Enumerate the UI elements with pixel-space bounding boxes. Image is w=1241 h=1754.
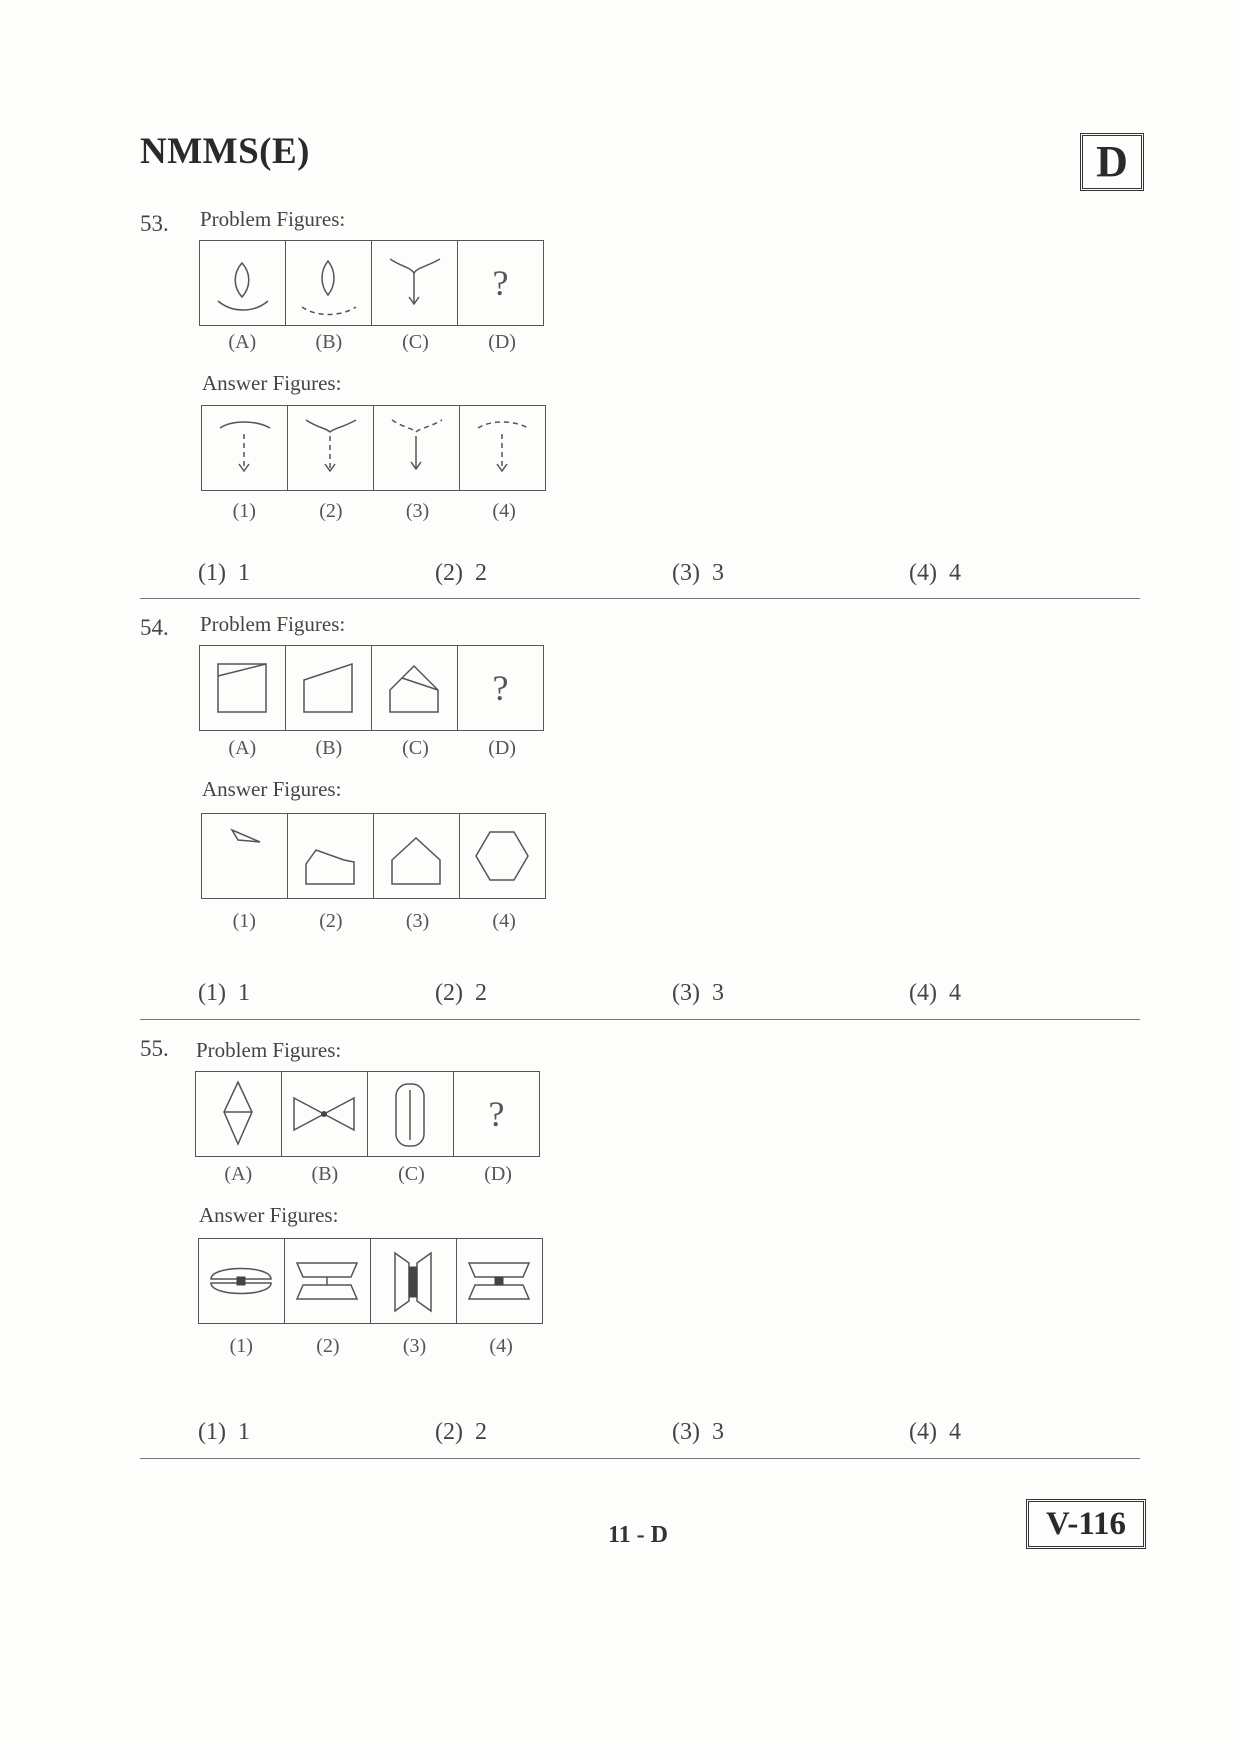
page-number: 11 - D [608, 1522, 668, 1548]
caption-1: (1) [232, 910, 256, 932]
question-number: 54. [140, 615, 169, 640]
question-number: 55. [140, 1036, 169, 1061]
caption-a: (A) [228, 737, 257, 759]
answer-figure-3[interactable] [374, 814, 460, 898]
problem-figure-b [286, 646, 372, 730]
answer-figures-strip[interactable] [198, 1238, 543, 1324]
option-1[interactable]: (1) 1 [198, 980, 250, 1006]
page-title: NMMS(E) [140, 131, 310, 172]
caption-d: (D) [484, 1163, 512, 1185]
caption-1: (1) [232, 500, 256, 522]
problem-figure-c [372, 241, 458, 325]
answer-figures-label: Answer Figures: [202, 777, 342, 801]
caption-c: (C) [402, 331, 429, 353]
answer-figure-4[interactable] [457, 1239, 542, 1323]
answer-captions [201, 910, 547, 933]
problem-captions [199, 331, 545, 354]
problem-figure-a [196, 1072, 282, 1156]
option-3[interactable]: (3) 3 [672, 1419, 724, 1445]
caption-a: (A) [224, 1163, 253, 1185]
problem-figures-strip [195, 1071, 540, 1157]
caption-d: (D) [488, 331, 516, 353]
caption-2: (2) [316, 1335, 340, 1357]
answer-figure-1[interactable] [199, 1239, 285, 1323]
divider [140, 1019, 1140, 1020]
problem-figure-d [458, 646, 543, 730]
answer-figures-strip [201, 405, 546, 491]
caption-2: (2) [319, 910, 343, 932]
answer-options [198, 560, 1146, 587]
caption-3: (3) [405, 500, 430, 522]
option-1[interactable]: (1) 1 [198, 1419, 250, 1445]
option-2[interactable]: (2) 2 [435, 980, 487, 1006]
option-2[interactable]: (2) 2 [435, 1419, 487, 1445]
answer-figure-2[interactable] [285, 1239, 371, 1323]
problem-figure-a [200, 646, 286, 730]
problem-figure-c [368, 1072, 454, 1156]
problem-figures-strip [199, 645, 544, 731]
option-3[interactable]: (3) 3 [672, 560, 724, 586]
problem-figure-d [454, 1072, 539, 1156]
problem-figures-strip [199, 240, 544, 326]
answer-figure-4[interactable] [460, 406, 545, 490]
divider [140, 598, 1140, 599]
answer-figure-2[interactable] [288, 406, 374, 490]
answer-figure-2[interactable] [288, 814, 374, 898]
caption-3: (3) [405, 910, 430, 932]
problem-figure-d [458, 241, 543, 325]
answer-captions [201, 500, 547, 523]
booklet-code-badge: V-116 [1026, 1499, 1146, 1549]
problem-figure-b [282, 1072, 368, 1156]
problem-figures-label: Problem Figures: [200, 207, 346, 231]
question-number: 53. [140, 211, 169, 236]
answer-figure-4[interactable] [460, 814, 545, 898]
caption-d: (D) [488, 737, 516, 759]
option-4[interactable]: (4) 4 [909, 560, 961, 586]
answer-figures-strip[interactable] [201, 813, 546, 899]
problem-figure-c [372, 646, 458, 730]
option-4[interactable]: (4) 4 [909, 1419, 961, 1445]
caption-c: (C) [402, 737, 429, 759]
caption-3: (3) [402, 1335, 427, 1357]
caption-4: (4) [492, 910, 516, 932]
answer-options [198, 1419, 1146, 1446]
answer-captions [198, 1335, 544, 1358]
caption-2: (2) [319, 500, 343, 522]
caption-b: (B) [315, 737, 343, 759]
problem-captions [199, 737, 545, 760]
answer-options [198, 980, 1146, 1007]
answer-figure-3[interactable] [371, 1239, 457, 1323]
problem-figures-label: Problem Figures: [196, 1038, 342, 1062]
answer-figure-3[interactable] [374, 406, 460, 490]
caption-b: (B) [315, 331, 343, 353]
option-3[interactable]: (3) 3 [672, 980, 724, 1006]
caption-4: (4) [492, 500, 516, 522]
caption-c: (C) [398, 1163, 425, 1185]
answer-figures-label: Answer Figures: [202, 371, 342, 395]
question-mark: ? [488, 1094, 505, 1134]
option-2[interactable]: (2) 2 [435, 560, 487, 586]
option-1[interactable]: (1) 1 [198, 560, 250, 586]
divider [140, 1458, 1140, 1459]
problem-figures-label: Problem Figures: [200, 612, 346, 636]
question-mark: ? [492, 263, 509, 303]
caption-a: (A) [228, 331, 257, 353]
answer-figure-1[interactable] [202, 406, 288, 490]
question-mark: ? [492, 668, 509, 708]
answer-figure-1[interactable] [202, 814, 288, 898]
option-4[interactable]: (4) 4 [909, 980, 961, 1006]
problem-figure-b [286, 241, 372, 325]
caption-b: (B) [311, 1163, 339, 1185]
problem-figure-a [200, 241, 286, 325]
caption-1: (1) [229, 1335, 253, 1357]
problem-captions [195, 1163, 541, 1186]
answer-figures-label: Answer Figures: [199, 1203, 339, 1227]
set-code-badge: D [1080, 133, 1144, 191]
caption-4: (4) [489, 1335, 513, 1357]
